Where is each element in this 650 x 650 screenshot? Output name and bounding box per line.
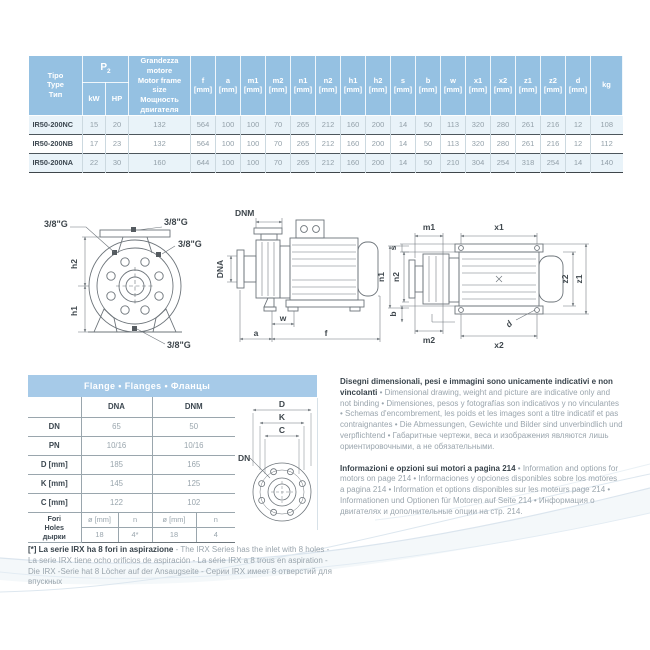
dimensional-drawings [28, 196, 622, 368]
notes-column [340, 377, 623, 529]
flange-section-header [28, 375, 317, 397]
header-kw: kW [83, 82, 106, 115]
note-motor-options: Informazioni e opzioni sui motori a pagina 214 • Information and options for motors on page 214 • Informaciones y opciones disponibles sobre los motores a pagina 214 • Information et options disponibles sur les moteurs page 214 • Informationen und Optionen für Motoren auf Seite 214 • Информация о двигателях и дополнительные опции на стр. 214. [340, 463, 618, 516]
header-dim-d: d [mm] [566, 56, 591, 116]
header-dim-s: s [mm] [391, 56, 416, 116]
header-dim-kg: kg [591, 56, 623, 116]
dim-label-m1: m1 [422, 222, 436, 232]
note-dimensions-disclaimer: Disegni dimensionali, pesi e immagini sono unicamente indicativi e non vincolanti • Dimensional drawing, weight and picture are indicative only and not binding • Dimensiones, pesos y fotografías son indicativos y no vinculantes • Schemas d'encombrement, les poids et les images sont a titre indicatif et pas contraignantes • Die Abmessungen, Gewichte und Bilder sind unverbindlich und verpflichtend • Габаритные чертежи, веса и изображения являются лишь ориентировочными, а не обязательными. [340, 377, 623, 451]
header-dim-z2: z2 [mm] [541, 56, 566, 116]
table-row: IR50-200NC 15 20 132 564 100 100 70 265 212 160 200 14 50 113 320 280 261 216 12 108 [29, 115, 623, 134]
header-dim-h1: h1 [mm] [341, 56, 366, 116]
pump-type: IR50-200NA [29, 153, 83, 172]
header-dim-n1: n1 [mm] [291, 56, 316, 116]
dim-label-dnm: DNM [235, 208, 255, 218]
pump-spec-table [28, 55, 623, 173]
flange-col-dna: DNA [81, 397, 152, 417]
flange-panel-divider [317, 398, 318, 530]
header-motor-frame: Grandezza motore Motor frame size Мощность двигателя [129, 56, 191, 116]
dim-label-s: s [388, 245, 398, 251]
dim-label-z1: z1 [574, 274, 584, 284]
dim-label-x1: x1 [494, 222, 504, 232]
footnote-irx-series: [*] La serie IRX ha 8 fori in aspirazione - The IRX Series has the inlet with 8 holes - La serie IRX tiene ocho orificios de aspiración - La série IRX a 8 trous en aspiration - Die IRX -Serie hat 8 Löcher auf der Ansaugseite - Серии IRX имеет 8 отверстий для впускных [28, 545, 332, 587]
pump-type: IR50-200NB [29, 134, 83, 153]
flange-holes-label: Fori Holes дырки [28, 512, 81, 542]
dim-label-DN: DN [238, 453, 251, 463]
dim-label-dna: DNA [215, 259, 225, 279]
pump-top-view-drawing [400, 233, 589, 339]
dim-label-x2: x2 [494, 340, 504, 350]
dim-label-d: d [503, 318, 515, 330]
dim-label-f: f [324, 328, 328, 338]
dim-label-g4: 3/8"G [167, 340, 191, 350]
table-row: IR50-200NB 17 23 132 564 100 100 70 265 212 160 200 14 50 113 320 280 261 216 12 112 [29, 134, 623, 153]
pump-type: IR50-200NC [29, 115, 83, 134]
dim-label-m2: m2 [422, 335, 436, 345]
header-hp: HP [106, 82, 129, 115]
dim-label-h1: h1 [69, 306, 79, 316]
dim-label-n1: n1 [376, 272, 386, 282]
dim-label-K: K [278, 412, 286, 422]
header-dim-b: b [mm] [416, 56, 441, 116]
header-dim-x2: x2 [mm] [491, 56, 516, 116]
pump-front-view-drawing [70, 227, 182, 344]
flange-col-dnm: DNM [152, 397, 235, 417]
header-dim-x1: x1 [mm] [466, 56, 491, 116]
dim-label-g1: 3/8"G [44, 219, 68, 229]
header-dim-w: w [mm] [441, 56, 466, 116]
header-dim-h2: h2 [mm] [366, 56, 391, 116]
header-dim-z1: z1 [mm] [516, 56, 541, 116]
pump-side-view-drawing [227, 218, 380, 342]
header-dim-f: f [mm] [191, 56, 216, 116]
dim-label-C: C [278, 425, 286, 435]
header-dim-a: a [mm] [216, 56, 241, 116]
flange-section-title: Flange • Flanges • Фланцы [84, 381, 211, 391]
flange-drawing [237, 398, 317, 532]
dim-label-b: b [388, 311, 398, 317]
dim-label-a: a [253, 328, 259, 338]
dim-label-n2: n2 [391, 272, 401, 282]
dim-label-z2: z2 [560, 274, 570, 284]
header-dim-m1: m1 [mm] [241, 56, 266, 116]
header-type: Tipo Type Тип [29, 56, 83, 116]
dim-label-D: D [278, 399, 286, 409]
header-dim-m2: m2 [mm] [266, 56, 291, 116]
header-p2: $P_2$ [83, 56, 129, 83]
dim-label-h2: h2 [69, 259, 79, 269]
dim-label-w: w [279, 313, 287, 323]
dim-label-g2: 3/8"G [164, 217, 188, 227]
flange-table: DNA DNM DN 65 50 PN 10/16 10/16 D [mm] 185 165 K [mm] 145 125 C [mm] 122 102 Fori Holes дырки ø [mm] n ø [mm] n 18 4* 18 4 [28, 397, 235, 543]
header-dim-n2: n2 [mm] [316, 56, 341, 116]
dim-label-g3: 3/8"G [178, 239, 202, 249]
table-row: IR50-200NA 22 30 160 644 100 100 70 265 212 160 200 14 50 210 304 254 318 254 14 140 [29, 153, 623, 172]
